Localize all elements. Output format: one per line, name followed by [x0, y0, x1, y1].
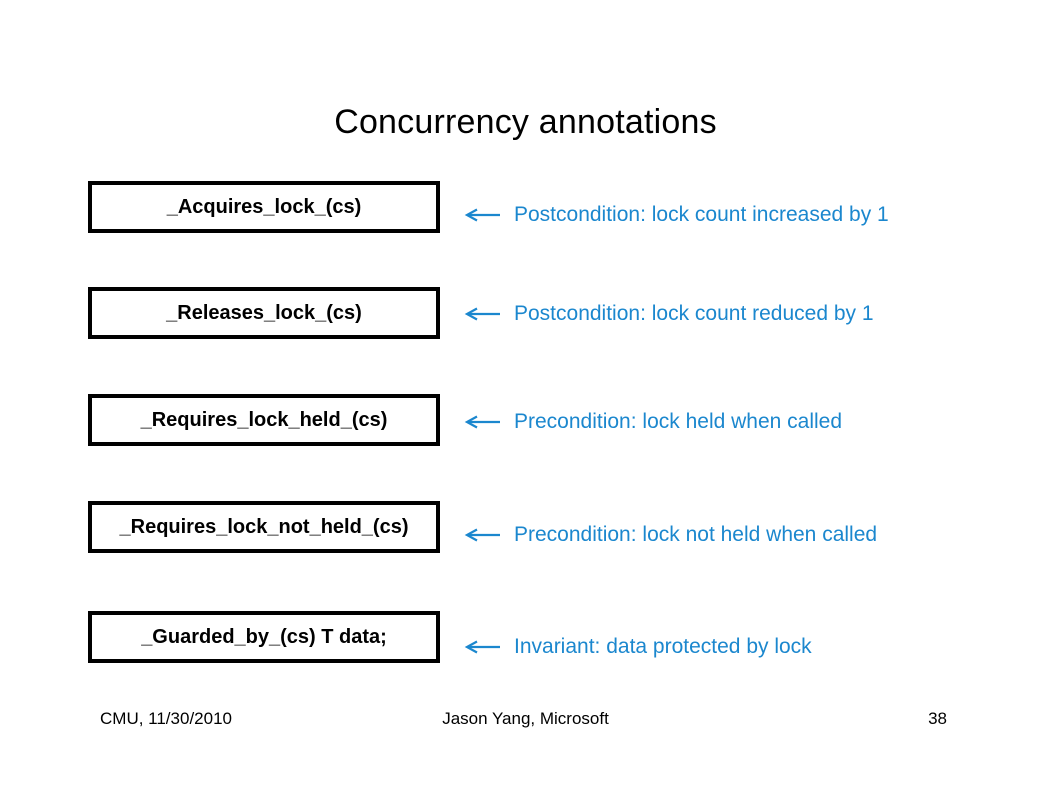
annotation-text: Invariant: data protected by lock — [514, 635, 812, 658]
left-arrow-icon — [463, 306, 501, 322]
annotation-row — [463, 522, 877, 548]
code-box-requires-lock-not-held — [88, 501, 440, 553]
annotation-text: Precondition: lock not held when called — [514, 523, 878, 546]
annotation-text: Postcondition: lock count reduced by 1 — [514, 302, 874, 325]
footer-author: Jason Yang, Microsoft — [442, 709, 609, 728]
code-box-releases-lock — [88, 287, 440, 339]
page-number: 38 — [928, 709, 947, 728]
slide-title: Concurrency annotations — [334, 103, 717, 141]
left-arrow-icon — [463, 414, 501, 430]
annotation-row — [463, 301, 874, 327]
annotation-text: Postcondition: lock count increased by 1 — [514, 203, 889, 226]
left-arrow-icon — [463, 527, 501, 543]
left-arrow-icon — [463, 207, 501, 223]
code-box-acquires-lock — [88, 181, 440, 233]
code-label: _Releases_lock_(cs) — [166, 301, 362, 324]
annotation-row — [463, 409, 842, 435]
code-label: _Requires_lock_not_held_(cs) — [119, 515, 409, 538]
annotation-text: Precondition: lock held when called — [514, 410, 843, 433]
left-arrow-icon — [463, 639, 501, 655]
annotation-row — [463, 202, 889, 228]
code-label: _Requires_lock_held_(cs) — [140, 408, 388, 431]
code-label: _Guarded_by_(cs) T data; — [141, 625, 387, 648]
code-box-guarded-by — [88, 611, 440, 663]
annotation-row — [463, 634, 812, 660]
footer — [0, 709, 1051, 731]
footer-venue-date: CMU, 11/30/2010 — [100, 709, 232, 728]
code-box-requires-lock-held — [88, 394, 440, 446]
code-label: _Acquires_lock_(cs) — [166, 195, 362, 218]
